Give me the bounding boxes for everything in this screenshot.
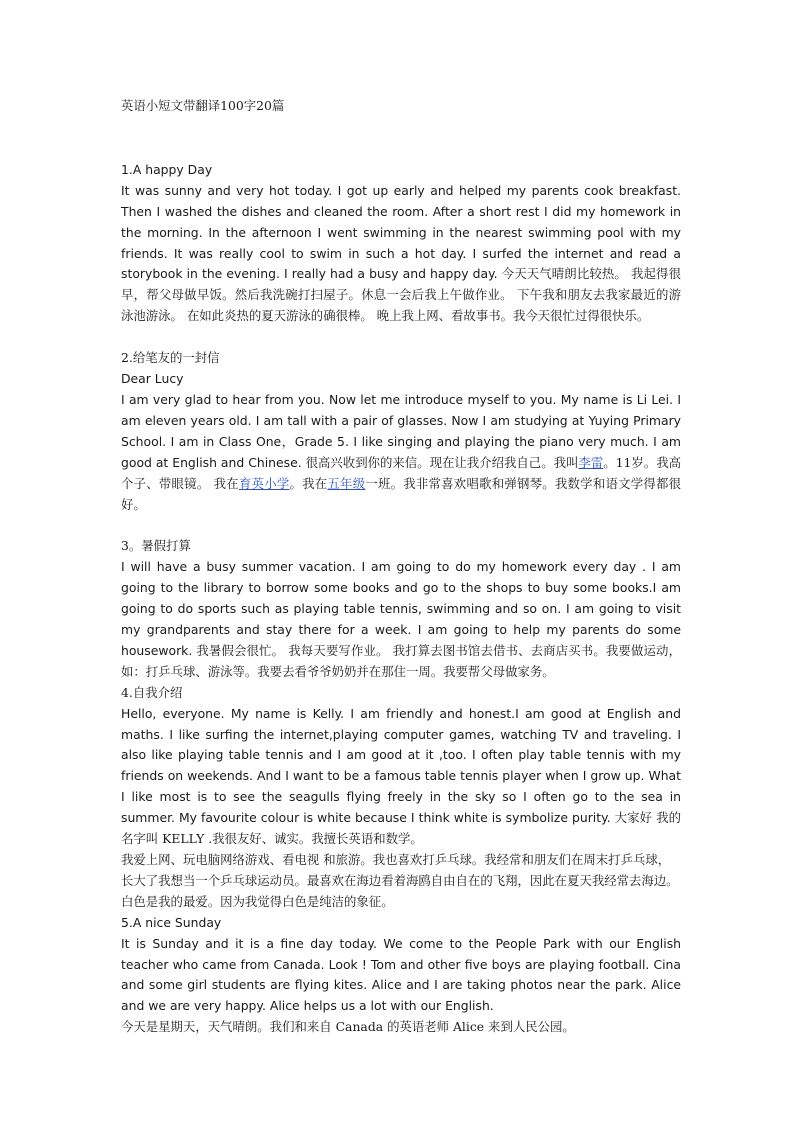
section-2-chinese-c: 。我在 [289,475,328,491]
section-2 [121,348,681,515]
section-5-heading: 5.A nice Sunday [121,914,222,930]
section-4-chinese-a: 大家好 我的名字叫 KELLY .我很友好、诚实。我擅长英语和数学。 [121,810,681,847]
section-3-text [121,557,681,682]
section-5-chinese: 今天是星期天，天气晴朗。我们和来自 Canada 的英语老师 Alice 来到人民公园。 [121,1019,575,1035]
document-title: 英语小短文带翻译100字20篇 [121,98,285,113]
section-3-chinese: 我暑假会很忙。 我每天要写作业。 我打算去图书馆去借书、去商店买书。我要做运动，如：打乒乓球、游泳等。我要去看爷爷奶奶并在那住一周。我要帮父母做家务。 [121,642,681,679]
section-1-text [121,181,681,327]
section-5 [121,913,681,1038]
section-5-english: It is Sunday and it is a fine day today. We come to the People Park with our English teacher who came from Canada. Look ! Tom and other five boys are playing football. Cina and some girl students are flying kites. Alice and I are taking photos near the park. Alice and we are very happy. Alice helps us a lot with our English. [121,935,681,1014]
link-yuying-school[interactable]: 育英小学 [238,475,290,491]
link-li-lei[interactable]: 李雷 [578,454,604,470]
section-1-english: It was sunny and very hot today. I got up early and helped my parents cook breakfast. Then I washed the dishes and cleaned the room. After a short rest I did my homework in the morning. In the afternoon I went swimming in the nearest swimming pool with my friends. It was really cool to swim in such a hot day. I surfed the internet and read a storybook in the evening. I really had a busy and happy day. [121,182,681,282]
section-2-text [121,390,681,515]
link-grade-five[interactable]: 五年级 [327,475,366,491]
section-2-greeting: Dear Lucy [121,371,184,387]
spacer [121,327,681,348]
section-3-heading: 3。暑假打算 [121,538,191,554]
document-page [121,96,681,1038]
section-2-heading: 2.给笔友的一封信 [121,350,220,366]
section-2-english: I am very glad to hear from you. Now let me introduce myself to you. My name is Li Lei. I am eleven years old. I am tall with a pair of glasses. Now I am studying at Yuying Primary School. I am in Class One，Grade 5. I like singing and playing the piano very much. I am good at English and Chinese. [121,391,681,470]
spacer [121,515,681,536]
section-2-chinese-a: 很高兴收到你的来信。现在让我介绍我自己。我叫 [305,454,579,470]
section-4-heading: 4.自我介绍 [121,684,183,700]
section-4-text [121,704,681,850]
section-2-chinese-b: 。11岁。我高个子、带眼镜。 我在 [121,454,682,491]
section-4-chinese-b: 我爱上网、玩电脑网络游戏、看电视 和旅游。我也喜欢打乒乓球。我经常和朋友们在周末打乒乓球，长大了我想当一个乒乓球运动员。最喜欢在海边看着海鸥自由自在的飞翔，因此在夏天我经常去海边。白色是我的最爱。因为我觉得白色是纯洁的象征。 [121,852,679,909]
section-2-chinese-d: 一班。我非常喜欢唱歌和弹钢琴。我数学和语文学得都很好。 [121,475,682,512]
section-1-heading: 1.A happy Day [121,161,213,177]
section-4-english: Hello, everyone. My name is Kelly. I am friendly and honest.I am good at English and maths. I like surfing the internet,playing computer games, watching TV and traveling. I also like playing table tennis and I am good at it ,too. I often play table tennis with my friends on weekends. And I want to be a famous table tennis player when I grow up. What I like most is to see the seagulls flying freely in the sky so I often go to the sea in summer. My favourite colour is white because I think white is symbolize purity. [121,705,681,826]
section-3 [121,536,681,682]
section-1 [121,160,681,327]
section-4 [121,683,681,913]
section-3-english: I will have a busy summer vacation. I am going to do my homework every day . I am going to the library to borrow some books and go to the shops to buy some books.I am going to do sports such as playing table tennis, swimming and so on. I am going to visit my grandparents and stay there for a week. I am going to help my parents do some housework. [121,559,681,658]
section-1-chinese: 今天天气晴朗比较热。 我起得很早，帮父母做早饭。然后我洗碗打扫屋子。休息一会后我上午做作业。 下午我和朋友去我家最近的游泳池游泳。 在如此炎热的夏天游泳的确很棒。 晚上我上网、看故事书。我今天很忙过得很快乐。 [121,266,681,324]
